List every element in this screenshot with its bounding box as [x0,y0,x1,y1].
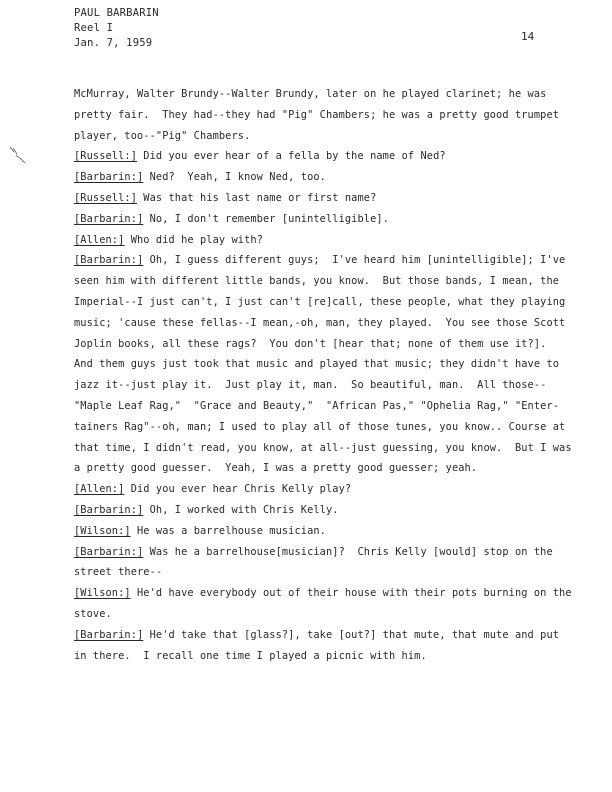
transcript-paragraph [74,230,574,251]
speaker-label: [Barbarin:] [74,545,144,558]
transcript-line [74,396,574,417]
line-text: stove. [74,607,112,620]
line-text: street there-- [74,566,163,579]
transcript-paragraph [74,500,574,521]
line-text: player, too--"Pig" Chambers. [74,129,251,142]
transcript-line [74,84,574,105]
transcript-paragraph [74,188,574,209]
transcript-line [74,562,574,583]
speaker-label: [Wilson:] [74,524,131,537]
transcript-line [74,167,574,188]
transcript-paragraph [74,479,574,500]
line-text: He'd take that [glass?], take [out?] that mute, that mute and put [143,628,560,641]
transcript-line [74,230,574,251]
speaker-label: [Allen:] [74,483,125,496]
line-text: jazz it--just play it. Just play it, man. So beautiful, man. All those-- [74,379,547,392]
transcript-line [74,250,574,271]
transcript-line [74,334,574,355]
line-text: music; 'cause these fellas--I mean,-oh, man, they played. You see those Scott [74,316,566,329]
transcript-line [74,646,574,667]
speaker-label: [Barbarin:] [74,212,144,225]
line-text: Was that his last name or first name? [137,191,377,204]
speaker-label: [Allen:] [74,233,125,246]
line-text: He was a barrelhouse musician. [130,524,326,537]
transcript-line [74,354,574,375]
transcript-line [74,271,574,292]
transcript-paragraph [74,542,574,584]
line-text: Oh, I worked with Chris Kelly. [143,503,339,516]
line-text: that time, I didn't read, you know, at all--just guessing, you know. But I was [74,441,572,454]
transcript-line [74,292,574,313]
header-date: Jan. 7, 1959 [74,37,153,49]
line-text: He'd have everybody out of their house with their pots burning on the [130,587,572,600]
document-header [74,6,159,51]
transcript-body [74,84,574,666]
line-text: Did you ever hear of a fella by the name of Ned? [137,150,446,163]
line-text: No, I don't remember [unintelligible]. [143,212,389,225]
transcript-line [74,188,574,209]
transcript-line [74,146,574,167]
transcript-paragraph [74,209,574,230]
line-text: Was he a barrelhouse[musician]? Chris Kelly [would] stop on the [143,545,553,558]
transcript-line [74,583,574,604]
transcript-line [74,313,574,334]
transcript-paragraph [74,167,574,188]
header-reel: Reel I [74,22,114,34]
transcript-line [74,105,574,126]
transcript-line [74,209,574,230]
line-text: Oh, I guess different guys; I've heard him [unintelligible]; I've [143,254,566,267]
line-text: Did you ever hear Chris Kelly play? [124,483,352,496]
line-text: seen him with different little bands, you know. But those bands, I mean, the [74,275,560,288]
transcript-paragraph [74,521,574,542]
speaker-label: [Barbarin:] [74,254,144,267]
transcript-line [74,521,574,542]
transcript-line [74,438,574,459]
transcript-line [74,417,574,438]
page-number: 14 [521,30,535,43]
speaker-label: [Russell:] [74,191,137,204]
line-text: Ned? Yeah, I know Ned, too. [143,171,326,184]
transcript-line [74,542,574,563]
transcript-line [74,604,574,625]
line-text: tainers Rag"--oh, man; I used to play all of those tunes, you know.. Course at [74,420,566,433]
line-text: in there. I recall one time I played a picnic with him. [74,649,427,662]
transcript-line [74,500,574,521]
line-text: "Maple Leaf Rag," "Grace and Beauty," "African Pas," "Ophelia Rag," "Enter- [74,399,560,412]
transcript-paragraph [74,250,574,479]
header-name: PAUL BARBARIN [74,7,159,19]
speaker-label: [Wilson:] [74,587,131,600]
speaker-label: [Barbarin:] [74,171,144,184]
line-text: Joplin books, all these rags? You don't [hear that; none of them use it?]. [74,337,547,350]
line-text: Imperial--I just can't, I just can't [re]call, these people, what they playing [74,295,566,308]
line-text: a pretty good guesser. Yeah, I was a pretty good guesser; yeah. [74,462,478,475]
line-text: Who did he play with? [124,233,263,246]
speaker-label: [Barbarin:] [74,503,144,516]
line-text: And them guys just took that music and played that music; they didn't have to [74,358,560,371]
line-text: McMurray, Walter Brundy--Walter Brundy, later on he played clarinet; he was [74,88,547,100]
speaker-label: [Barbarin:] [74,628,144,641]
transcript-line [74,458,574,479]
transcript-paragraph [74,84,574,146]
stray-pen-mark [8,144,28,166]
transcript-paragraph [74,625,574,667]
transcript-line [74,375,574,396]
transcript-line [74,479,574,500]
line-text: pretty fair. They had--they had "Pig" Chambers; he was a pretty good trumpet [74,108,560,121]
transcript-line [74,625,574,646]
transcript-line [74,126,574,147]
transcript-paragraph [74,146,574,167]
speaker-label: [Russell:] [74,150,137,163]
transcript-paragraph [74,583,574,625]
